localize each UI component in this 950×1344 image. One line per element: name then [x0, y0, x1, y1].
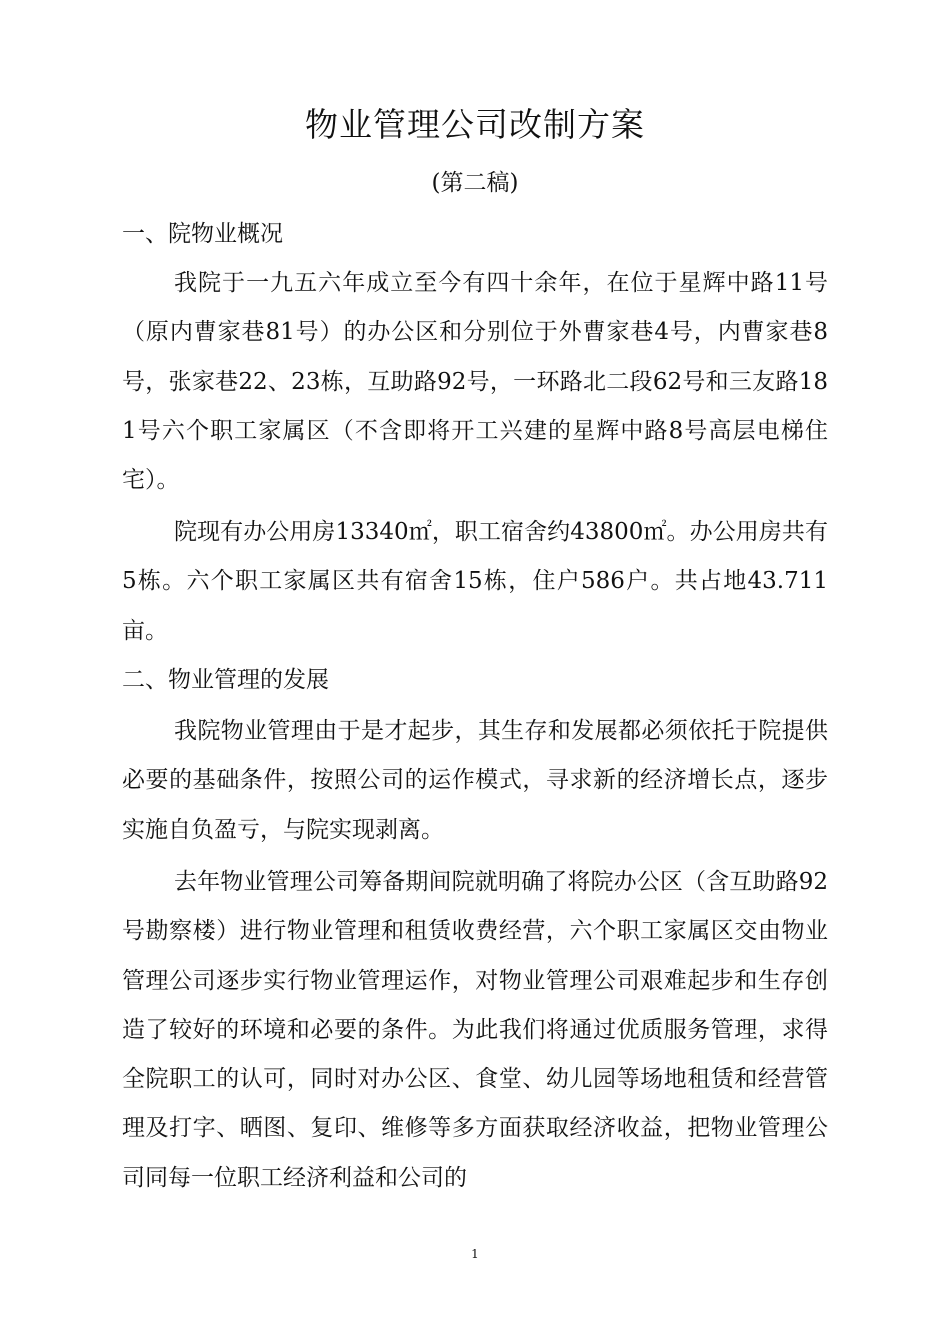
section-1-paragraph-1: 我院于一九五六年成立至今有四十余年，在位于星辉中路11号（原内曹家巷81号）的办公区和分别位于外曹家巷4号，内曹家巷8号，张家巷22、23栋，互助路92号，一环路北二段62号和三友路181号六个职工家属区（不含即将开工兴建的星辉中路8号高层电梯住宅）。: [122, 270, 828, 494]
document-title: 物业管理公司改制方案: [305, 105, 645, 144]
section-2-paragraph-2: 去年物业管理公司筹备期间院就明确了将院办公区（含互助路92号勘察楼）进行物业管理和租赁收费经营，六个职工家属区交由物业管理公司逐步实行物业管理运作，对物业管理公司艰难起步和生存创造了较好的环境和必要的条件。为此我们将通过优质服务管理，求得全院职工的认可，同时对办公区、食堂、幼儿园等场地租赁和经营管理及打字、晒图、复印、维修等多方面获取经济收益，把物业管理公司同每一位职工经济利益和公司的: [122, 869, 828, 1191]
section-heading-1: 一、院物业概况: [122, 221, 283, 247]
document-subtitle: (第二稿): [431, 170, 519, 196]
page-number: 1: [471, 1247, 479, 1261]
section-2-paragraph-1: 我院物业管理由于是才起步，其生存和发展都必须依托于院提供必要的基础条件，按照公司的运作模式，寻求新的经济增长点，逐步实施自负盈亏，与院实现剥离。: [122, 718, 828, 843]
section-heading-2: 二、物业管理的发展: [122, 667, 329, 693]
section-1-paragraph-2: 院现有办公用房13340㎡，职工宿舍约43800㎡。办公用房共有5栋。六个职工家属区共有宿舍15栋，住户586户。共占地43.711亩。: [122, 519, 828, 644]
